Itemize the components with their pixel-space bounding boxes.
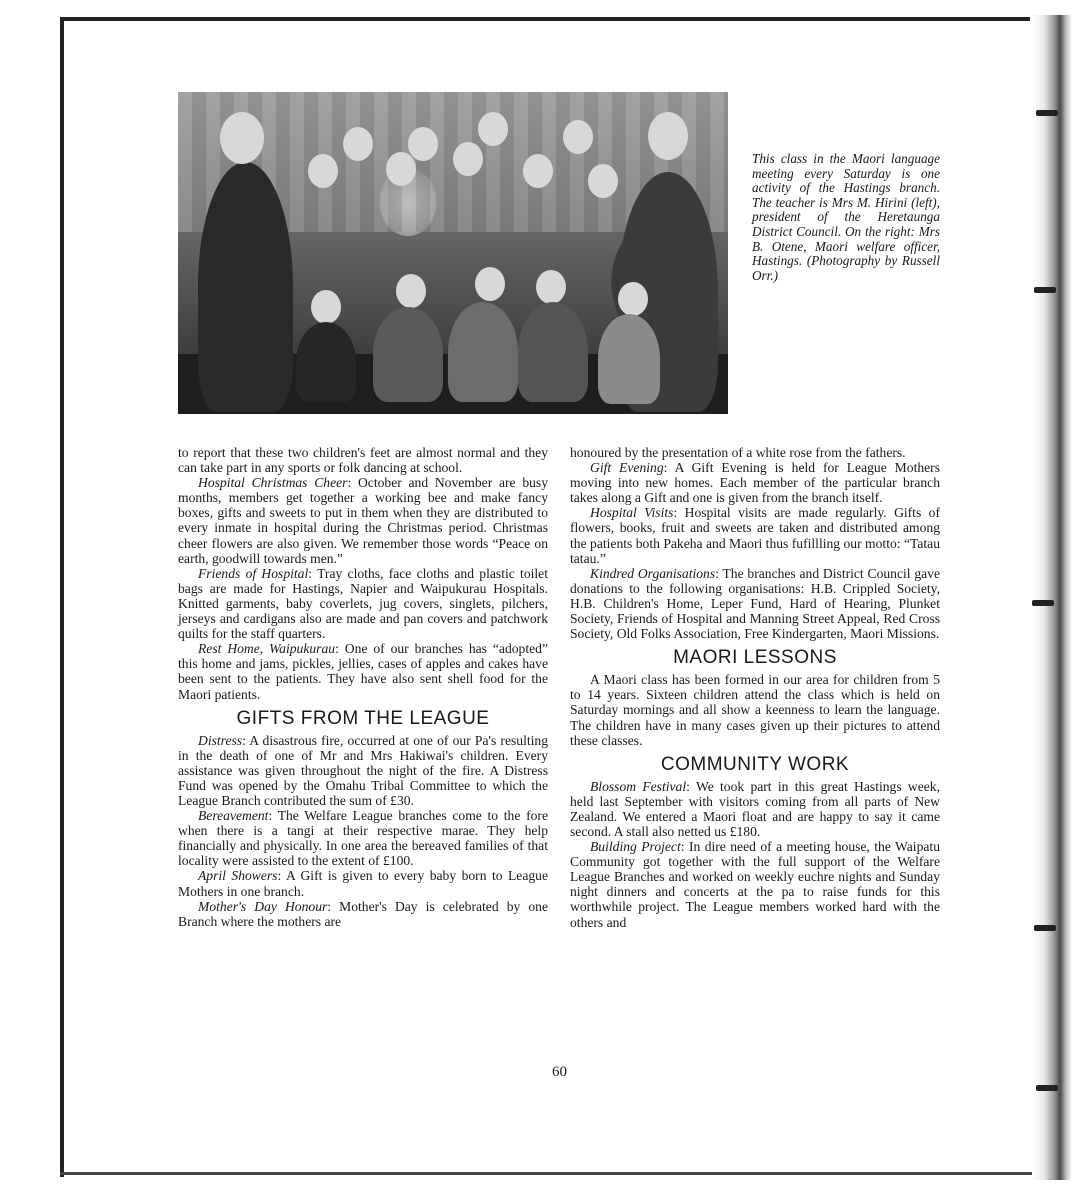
- paragraph: Mother's Day Honour: Mother's Day is celebrated by one Branch where the mothers are: [178, 898, 548, 929]
- paragraph-lead: Hospital Christmas Cheer: [198, 475, 348, 491]
- child-figure: [598, 314, 660, 404]
- paragraph-text: A Gift is given to every baby born to League Mothers in one branch.: [178, 868, 548, 899]
- page-binding: [1032, 15, 1072, 1180]
- child-face: [478, 112, 508, 146]
- paragraph: Bereavement: The Welfare League branches come to the fore when there is a tangi at their respective marae. They help financially and physically. In one area the bereaved families of that locality were assisted to the extent of £100.: [178, 808, 548, 869]
- binding-clip: [1036, 1085, 1058, 1091]
- paragraph: Distress: A disastrous fire, occurred at one of our Pa's resulting in the death of one of Mr and Mrs Hakiwai's children. Every assistance was given throughout the night of the fire. A Distress Fund was opened by the Omahu Tribal Committee to which the League Branch contributed the sum of £30.: [178, 732, 548, 808]
- paragraph: Gift Evening: A Gift Evening is held for League Mothers moving into new homes. Each member of the particular branch takes along a Gift and one is given from the branch itself.: [570, 460, 940, 506]
- paragraph-text: Mother's Day is celebrated by one Branch where the mothers are: [178, 898, 548, 929]
- continued-paragraph: honoured by the presentation of a white rose from the fathers.: [570, 445, 906, 460]
- paragraph-text: We took part in this great Hastings week, held last September with visitors coming from all parts of New Zealand. We entered a Maori float and are happy to say it came second. A stall also netted us £180.: [570, 778, 940, 839]
- section-heading-gifts: GIFTS FROM THE LEAGUE: [236, 707, 490, 729]
- photo-caption: This class in the Maori language meeting every Saturday is one activity of the Hastings branch. The teacher is Mrs M. Hirini (left), president of the Heretaunga District Council. On the right: Mrs B. Otene, Maori welfare officer, Hastings. (Photography by Russell Orr.): [752, 151, 940, 283]
- binding-clip: [1036, 110, 1058, 116]
- child-face: [311, 290, 341, 324]
- child-face: [453, 142, 483, 176]
- child-face: [386, 152, 416, 186]
- paragraph: Friends of Hospital: Tray cloths, face cloths and plastic toilet bags are made for Hastings, Napier and Waipukurau Hospitals. Knitted garments, baby coverlets, jug covers, singlets, pilchers, jerseys and cardigans also are made and pan covers and patchwork quilts for the staff quarters.: [178, 565, 548, 642]
- page-number: 60: [552, 1064, 567, 1080]
- continued-paragraph: to report that these two children's feet are almost normal and they can take part in any sports or folk dancing at school.: [178, 445, 548, 476]
- paragraph-lead: Rest Home, Waipukurau: [198, 641, 336, 657]
- section-heading-maori-lessons: MAORI LESSONS: [673, 647, 837, 669]
- paragraph: Blossom Festival: We took part in this great Hastings week, held last September with visitors coming from all parts of New Zealand. We entered a Maori float and are happy to say it came second. A stall also netted us £180.: [570, 778, 940, 839]
- paragraph: Hospital Visits: Hospital visits are made regularly. Gifts of flowers, books, fruit and sweets are taken and distributed among the patients both Pakeha and Maori thus fufillling our motto: “Tatau tatau.”: [570, 505, 940, 566]
- paragraph-lead: Friends of Hospital: [198, 565, 309, 581]
- paragraph-text: A disastrous fire, occurred at one of our Pa's resulting in the death of one of Mr and Mrs Hakiwai's children. Every assistance was given throughout the night of the fire. A Distress Fund was opened by the Omahu Tribal Committee to which the League Branch contributed the sum of £30.: [178, 732, 548, 808]
- paragraph-text: In dire need of a meeting house, the Waipatu Community got together with the full support of the Welfare League Branches and worked on weekly euchre nights and Sunday night dinners and concerts at the pa to raise funds for this worthwhile project. The League members worked hard with the others and: [570, 839, 940, 930]
- binding-clip: [1034, 925, 1056, 931]
- paragraph-lead: Gift Evening: [590, 460, 664, 476]
- paragraph-lead: Bereavement: [198, 808, 269, 824]
- welfare-officer-face: [648, 112, 688, 160]
- paragraph: Hospital Christmas Cheer: October and November are busy months, members get together a working bee and make fancy boxes, gifts and sweets to put in them when they are distributed to every inmate in hospital during the Christmas period. Christmas cheer flowers are also given. We remember those words “Peace on earth, goodwill towards men.”: [178, 475, 548, 566]
- child-face: [536, 270, 566, 304]
- paragraph-lead: Distress: [198, 732, 243, 748]
- child-face: [588, 164, 618, 198]
- scan-frame-top: [60, 17, 1030, 21]
- paragraph-lead: Kindred Organisations: [590, 565, 716, 581]
- child-face: [475, 267, 505, 301]
- teacher-face: [220, 112, 264, 164]
- child-figure: [518, 302, 588, 402]
- paragraph: Building Project: In dire need of a meeting house, the Waipatu Community got together with the full support of the Welfare League Branches and worked on weekly euchre nights and Sunday night dinners and concerts at the pa to raise funds for this worthwhile project. The League members worked hard with the others and: [570, 839, 940, 930]
- binding-clip: [1032, 600, 1054, 606]
- paragraph-text: Hospital visits are made regularly. Gifts of flowers, books, fruit and sweets are taken and distributed among the patients both Pakeha and Maori thus fufillling our motto: “Tatau tatau.”: [570, 505, 940, 566]
- paragraph-text: A Gift Evening is held for League Mothers moving into new homes. Each member of the particular branch takes along a Gift and one is given from the branch itself.: [570, 460, 940, 506]
- scan-frame-left: [60, 17, 64, 1177]
- child-figure: [373, 307, 443, 402]
- child-face: [618, 282, 648, 316]
- paragraph: A Maori class has been formed in our area for children from 5 to 14 years. Sixteen children attend the class which is held on Saturday mornings and all show a keenness to learn the language. The children have in many cases given up their pictures to attend these classes.: [570, 672, 940, 748]
- paragraph-text: One of our branches has “adopted” this home and jams, pickles, jellies, cases of apples and cakes have been sent to the patients. They have also sent shell food for the Maori patients.: [178, 641, 548, 702]
- paragraph-text: The Welfare League branches come to the fore when there is a tangi at their respective marae. They help financially and physically. In one area the bereaved families of that locality were assisted to the extent of £100.: [178, 808, 548, 869]
- right-column: [570, 445, 940, 930]
- paragraph-text: Tray cloths, face cloths and plastic toilet bags are made for Hastings, Napier and Waipukurau Hospitals. Knitted garments, baby coverlets, jug covers, singlets, pilchers, jerseys and cardigans also are made and pan covers and patchwork quilts for the staff quarters.: [178, 565, 548, 642]
- paragraph-text: The branches and District Council gave donations to the following organisations: H.B. Crippled Society, H.B. Children's Home, Leper Fund, Hard of Hearing, Plunket Society, Friends of Hospital and Manning Street Appeal, Red Cross Society, Old Folks Association, Free Kindergarten, Maori Missions.: [570, 565, 941, 642]
- child-figure: [448, 302, 518, 402]
- section-heading-community-work: COMMUNITY WORK: [660, 753, 850, 775]
- paragraph-lead: Mother's Day Honour: [198, 898, 328, 914]
- paragraph-text: October and November are busy months, members get together a working bee and make fancy boxes, gifts and sweets to put in them when they are distributed to every inmate in hospital during the Christmas period. Christmas cheer flowers are also given. We remember those words “Peace on earth, goodwill towards men.”: [178, 475, 548, 566]
- paragraph: Rest Home, Waipukurau: One of our branches has “adopted” this home and jams, pickles, jellies, cases of apples and cakes have been sent to the patients. They have also sent shell food for the Maori patients.: [178, 641, 548, 702]
- paragraph: Kindred Organisations: The branches and District Council gave donations to the following organisations: H.B. Crippled Society, H.B. Children's Home, Leper Fund, Hard of Hearing, Plunket Society, Friends of Hospital and Manning Street Appeal, Red Cross Society, Old Folks Association, Free Kindergarten, Maori Missions.: [570, 565, 941, 642]
- child-face: [308, 154, 338, 188]
- child-face: [343, 127, 373, 161]
- paragraph-lead: Building Project: [590, 839, 681, 855]
- child-face: [523, 154, 553, 188]
- scan-frame-bottom: [60, 1172, 1040, 1175]
- child-face: [396, 274, 426, 308]
- teacher-figure: [198, 162, 293, 412]
- paragraph-lead: Hospital Visits: [590, 505, 674, 521]
- binding-clip: [1034, 287, 1056, 293]
- class-photograph: [178, 92, 728, 414]
- paragraph-lead: Blossom Festival: [590, 778, 687, 794]
- paragraph-lead: April Showers: [198, 868, 278, 884]
- child-face: [563, 120, 593, 154]
- child-face: [408, 127, 438, 161]
- child-figure: [296, 322, 356, 402]
- left-column: [178, 445, 548, 929]
- paragraph: April Showers: A Gift is given to every baby born to League Mothers in one branch.: [178, 868, 548, 899]
